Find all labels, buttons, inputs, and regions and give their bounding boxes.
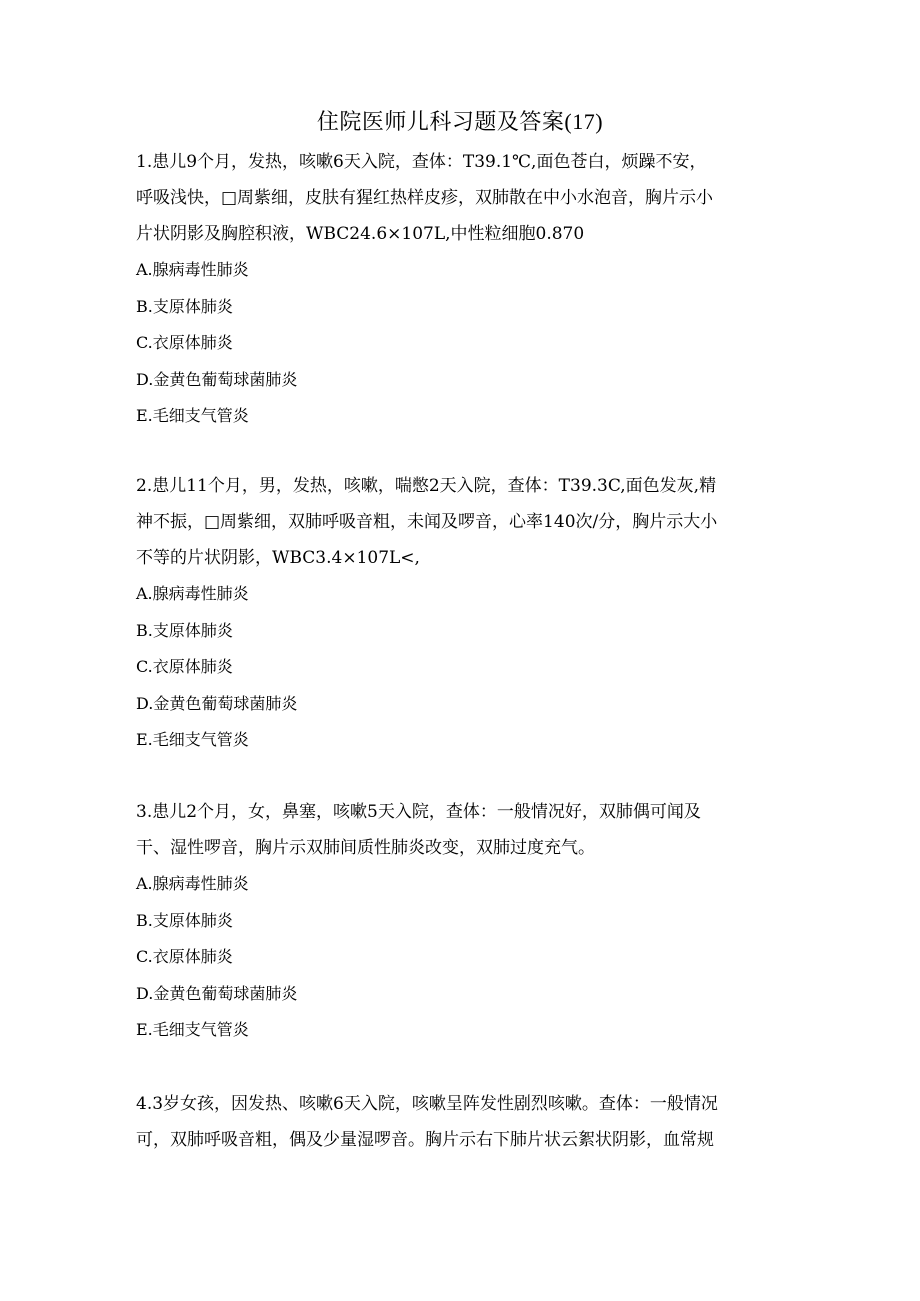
answer-option-c: C.衣原体肺炎 <box>136 657 233 676</box>
answer-option-d: D.金黄色葡萄球菌肺炎 <box>136 983 298 1003</box>
answer-option-e: E.毛细支气管炎 <box>136 406 249 425</box>
question-stem-line: 可，双肺呼吸音粗，偶及少量湿啰音。胸片示右下肺片状云絮状阴影，血常规 <box>136 1130 714 1150</box>
document-title: 住院医师儿科习题及答案(17) <box>316 109 604 134</box>
question-stem-line: 1.患儿9个月，发热，咳嗽6天入院，查体：T39.1℃,面色苍白，烦躁不安， <box>136 152 707 172</box>
question-stem-line: 干、湿性啰音，胸片示双肺间质性肺炎改变，双肺过度充气。 <box>136 838 595 858</box>
answer-option-a: A.腺病毒性肺炎 <box>136 260 249 279</box>
question-stem-line: 3.患儿2个月，女，鼻塞，咳嗽5天入院，查体：一般情况好，双肺偶可闻及 <box>136 802 701 822</box>
question-stem-line: 4.3岁女孩，因发热、咳嗽6天入院，咳嗽呈阵发性剧烈咳嗽。查体：一般情况 <box>136 1094 718 1114</box>
answer-option-d: D.金黄色葡萄球菌肺炎 <box>136 369 298 389</box>
answer-option-a: A.腺病毒性肺炎 <box>136 584 249 603</box>
answer-option-b: B.支原体肺炎 <box>136 620 233 640</box>
answer-option-b: B.支原体肺炎 <box>136 296 233 316</box>
answer-option-a: A.腺病毒性肺炎 <box>136 874 249 893</box>
answer-option-c: C.衣原体肺炎 <box>136 333 233 352</box>
question-stem-line: 神不振，□周紫细，双肺呼吸音粗，未闻及啰音，心率140次/分，胸片示大小 <box>136 512 718 532</box>
answer-option-e: E.毛细支气管炎 <box>136 1020 249 1039</box>
answer-option-c: C.衣原体肺炎 <box>136 947 233 966</box>
question-stem-line: 呼吸浅快，□周紫细，皮肤有猩红热样皮疹，双肺散在中小水泡音，胸片示小 <box>136 188 714 208</box>
question-1 <box>136 144 786 435</box>
answer-option-e: E.毛细支气管炎 <box>136 730 249 749</box>
answer-option-d: D.金黄色葡萄球菌肺炎 <box>136 693 298 713</box>
answer-option-b: B.支原体肺炎 <box>136 910 233 930</box>
question-stem-line: 片状阴影及胸腔积液，WBC24.6×107L,中性粒细胞0.870 <box>136 224 585 244</box>
question-stem-line: 2.患儿11个月，男，发热，咳嗽，喘憋2天入院，查体：T39.3C,面色发灰,精 <box>136 476 717 496</box>
question-4 <box>136 1086 786 1158</box>
question-stem-line: 不等的片状阴影，WBC3.4×107L<, <box>136 548 420 568</box>
question-3 <box>136 794 786 1049</box>
question-2 <box>136 468 786 759</box>
